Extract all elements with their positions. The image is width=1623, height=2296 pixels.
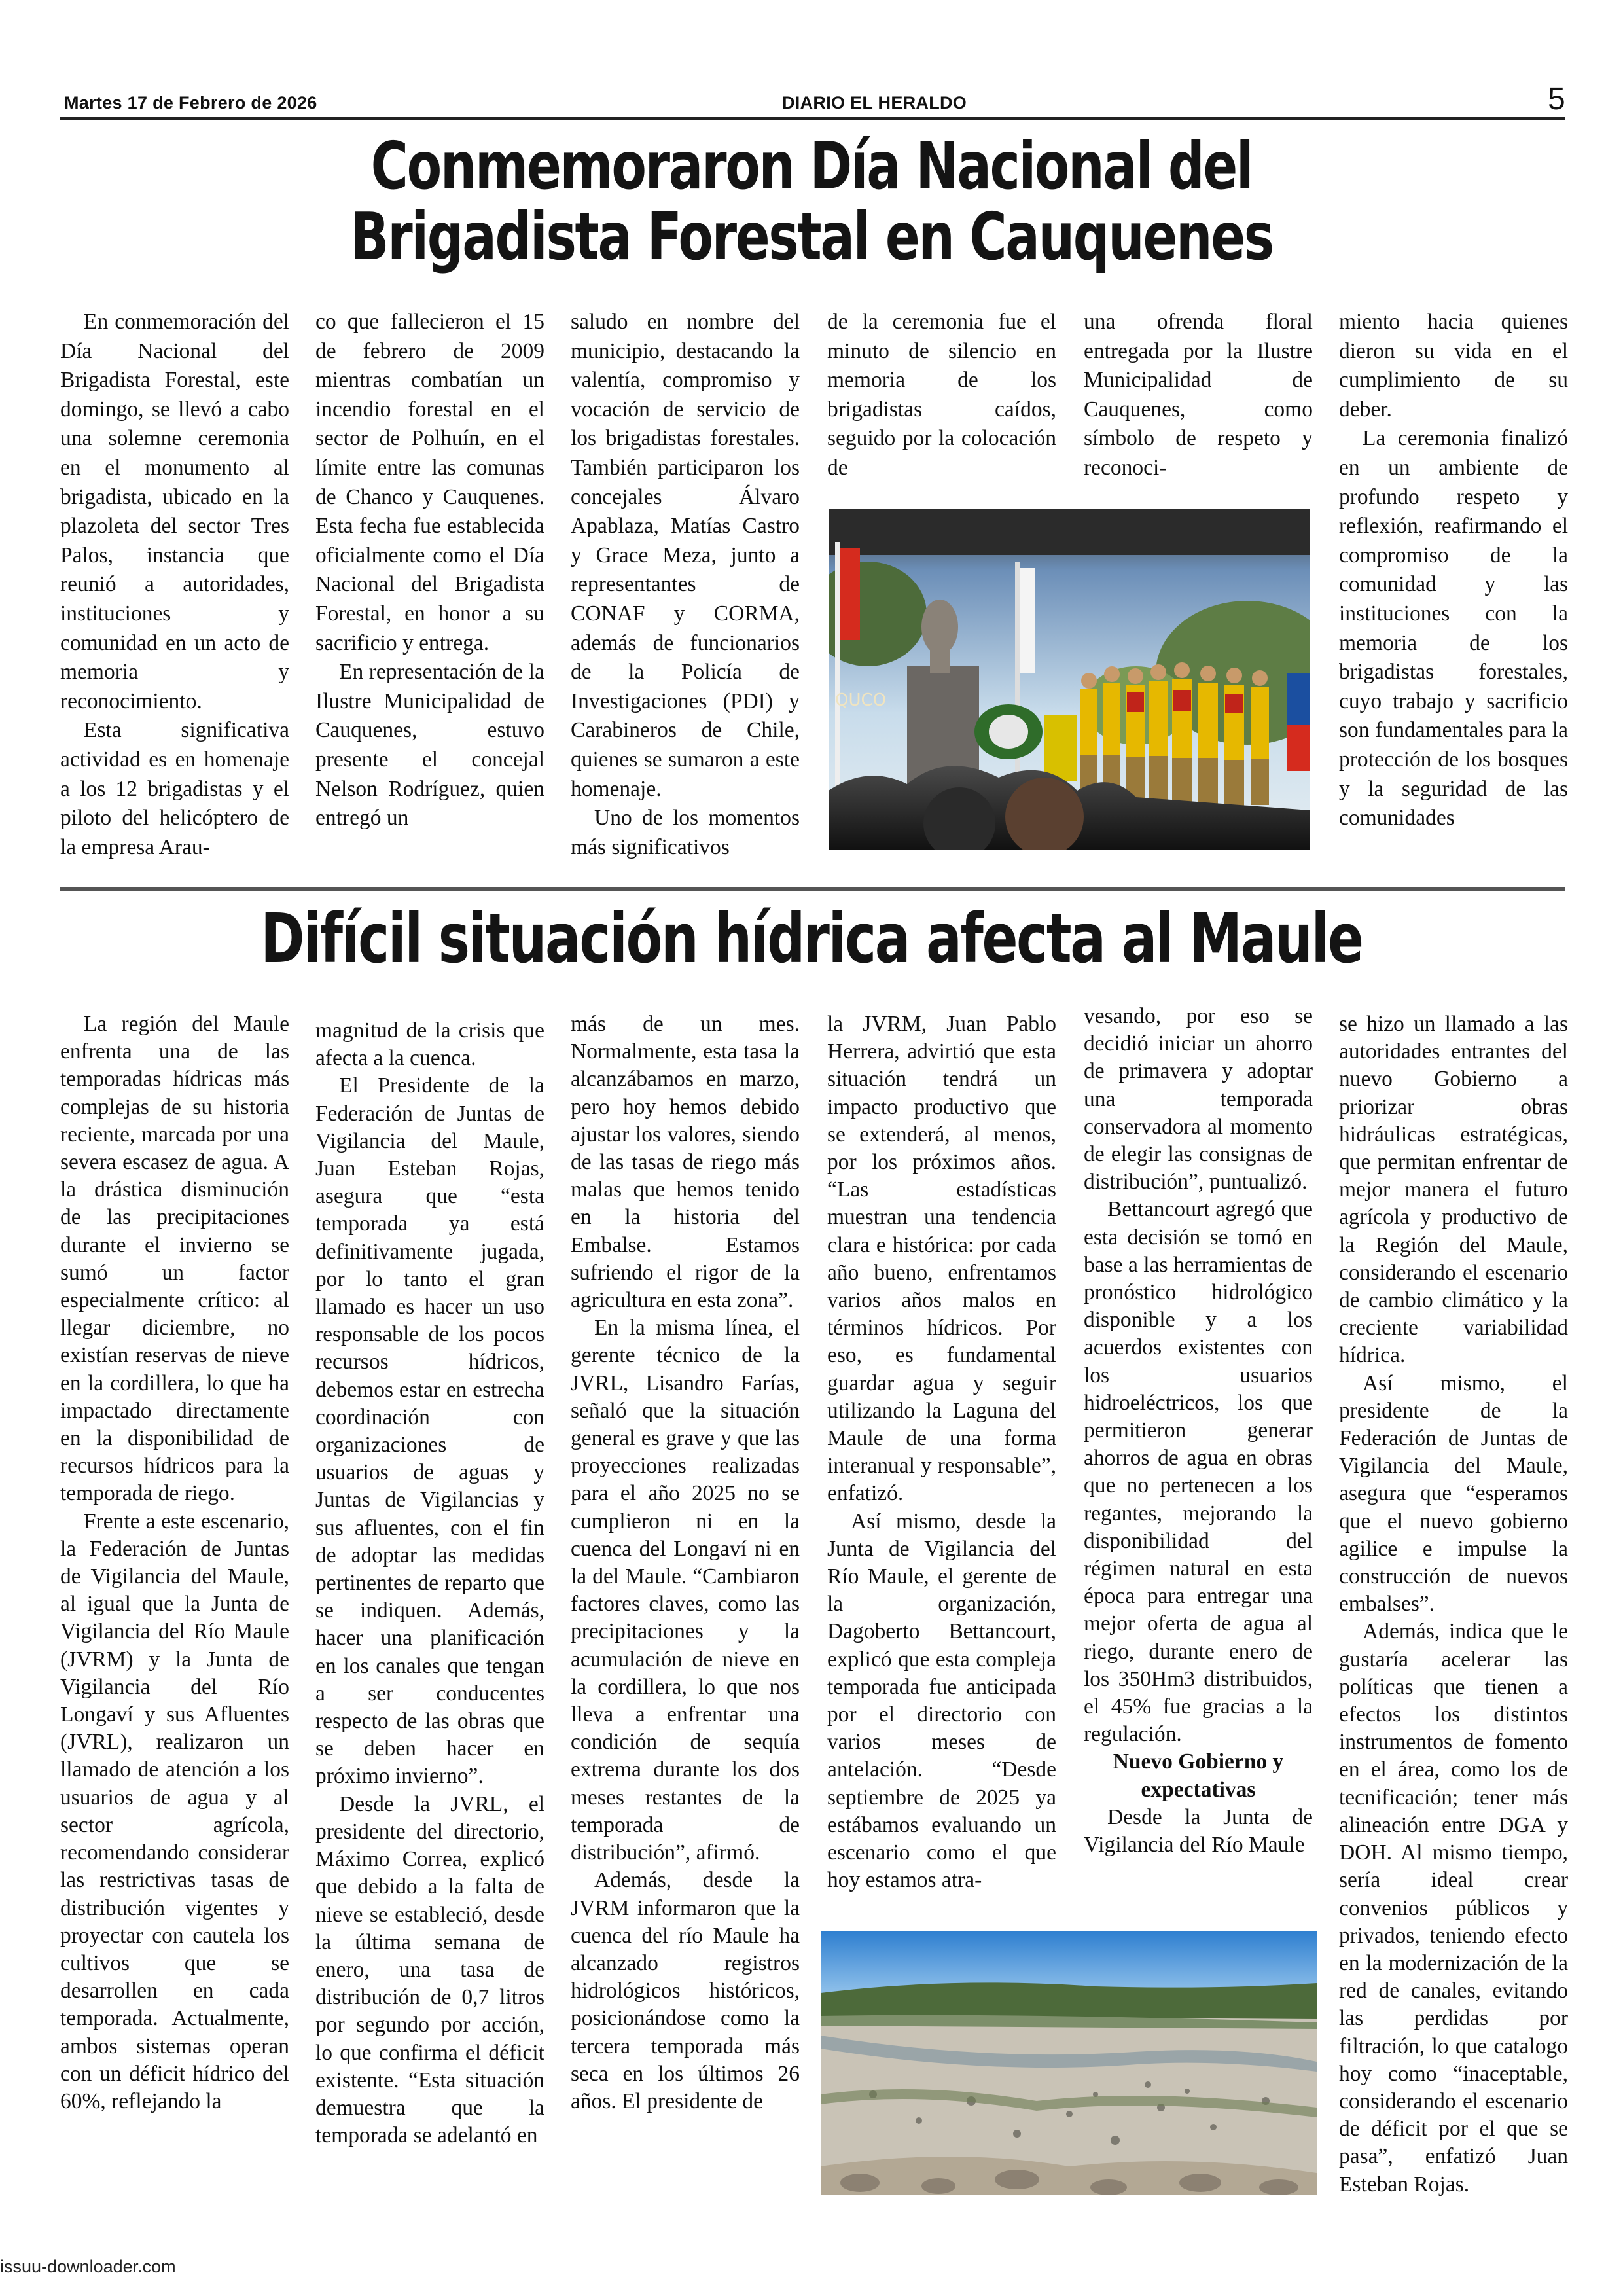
paragraph: Bettancourt agregó que esta decisión se tomó en base a las herramientas de pronóstico hidrológico disponible y a los acuerdos existentes con los usuarios hidroeléctricos, los que permitieron generar ahorros de agua en obras que no pertenecen a los regantes, mejorando la disponibilidad del régimen natural en esta época para entregar una mejor oferta de agua al riego, durante enero de los 350Hm3 distribuidos, el 45% fue gracias a la regulación. <box>1084 1197 1313 1747</box>
paragraph: se hizo un llamado a las autoridades entrantes del nuevo Gobierno a priorizar obras hidráulicas estratégicas, que permitan enfrentar de mejor manera el futuro agrícola y productivo de la Región del Maule, considerando el escenario de cambio climático y la creciente variabilidad hídrica. <box>1339 1012 1568 1368</box>
header-rule <box>60 117 1565 120</box>
paragraph: El Presidente de la Federación de Juntas de Vigilancia del Maule, Juan Esteban Rojas, asegura que “esta temporada ya está definitivamente jugada, por lo tanto el gran llamado es hacer un uso responsable de los pocos recursos hídricos, debemos estar en estrecha coordinación con organizaciones de usuarios de aguas y Juntas de Vigilancias y sus afluentes, con el fin de adoptar las medidas pertinentes de reparto que se indiquen. Además, hacer una planificación en los canales que tengan a ser conducentes respecto de las obras que se deben hacer en próximo invierno”. <box>315 1073 544 1789</box>
section-divider <box>60 887 1565 891</box>
paragraph: co que fallecieron el 15 de febrero de 2009 mientras combatían un incendio forestal en el sector de Polhuín, en el límite entre las comunas de Chanco y Cauquenes. Esta fecha fue establecida oficialmente como el Día Nacional del Brigadista Forestal, en honor a su sacrificio y entrega. <box>315 310 544 655</box>
article2-headline: Difícil situación hídrica afecta al Maule <box>260 899 1363 978</box>
ceremony-photo <box>829 509 1310 850</box>
article1-column-4 <box>827 308 1056 483</box>
article1-headline-line2: Brigadista Forestal en Cauquenes <box>350 198 1273 275</box>
article1-column-6 <box>1339 308 1568 833</box>
article1-column-1 <box>60 308 289 862</box>
paragraph: En conmemoración del Día Nacional del Brigadista Forestal, este domingo, se llevó a cabo una solemne ceremonia en el monumento al brigadista, ubicado en la plazoleta del sector Tres Palos, instancia que reunió a autoridades, instituciones y comunidad en un acto de memoria y reconocimiento. <box>60 310 289 713</box>
article1-column-3 <box>571 308 800 862</box>
paragraph: más de un mes. Normalmente, esta tasa la alcanzábamos en marzo, pero hoy hemos debido ajustar los valores, siendo de las tasas de riego más malas que hemos tenido en la historia del Embalse. Estamos sufriendo el rigor de la agricultura en esta zona”. <box>571 1012 800 1313</box>
paragraph: En representación de la Ilustre Municipalidad de Cauquenes, estuvo presente el concejal Nelson Rodríguez, quien entregó un <box>315 660 544 831</box>
dry-river-photo-image <box>821 1931 1317 2195</box>
paragraph: La ceremonia finalizó en un ambiente de profundo respeto y reflexión, reafirmando el compromiso de la comunidad y las instituciones con la memoria de los brigadistas forestales, cuyo trabajo y sacrificio son fundamentales para la protección de los bosques y la seguridad de las comunidades <box>1339 426 1568 831</box>
issue-date: Martes 17 de Febrero de 2026 <box>64 93 317 113</box>
paragraph: Además, indica que le gustaría acelerar las políticas que tienen a efectos los distintos instrumentos de fomento en el área, como los de tecnificación; tener más alineación entre DGA y DOH. Al mismo tiempo, sería ideal crear convenios públicos y privados, teniendo efecto en la modernización de la red de canales, evitando las perdidas por filtración, lo que catalogo hoy como “inaceptable, considerando el escenario de déficit por el que se pasa”, enfatizó Juan Esteban Rojas. <box>1339 1619 1568 2197</box>
paragraph: La región del Maule enfrenta una de las temporadas hídricas más complejas de su historia reciente, marcada por una severa escasez de agua. A la drástica disminución de las precipitaciones durante el invierno se sumó un factor especialmente crítico: al llegar diciembre, no existían reservas de nieve en la cordillera, lo que ha impactado directamente en la disponibilidad de recursos hídricos para la temporada de riego. <box>60 1012 289 1506</box>
article1-column-5 <box>1084 308 1313 483</box>
paragraph: vesando, por eso se decidió iniciar un ahorro de primavera y adoptar una temporada conservadora al momento de elegir las consignas de distribución”, puntualizó. <box>1084 1004 1313 1194</box>
newspaper-name: DIARIO EL HERALDO <box>782 93 967 113</box>
paragraph: de la ceremonia fue el minuto de silencio en memoria de los brigadistas caídos, seguido por la colocación de <box>827 310 1056 480</box>
paragraph: miento hacia quienes dieron su vida en el cumplimiento de su deber. <box>1339 310 1568 422</box>
paragraph: saludo en nombre del municipio, destacando la valentía, compromiso y vocación de servicio de los brigadistas forestales. También participaron los concejales Álvaro Apablaza, Matías Castro y Grace Meza, junto a representantes de CONAF y CORMA, además de funcionarios de la Policía de Investigaciones (PDI) y Carabineros de Chile, quienes se sumaron a este homenaje. <box>571 310 800 801</box>
paragraph: Además, desde la JVRM informaron que la cuenca del río Maule ha alcanzado registros hidrológicos históricos, posicionándose como la tercera temporada más seca en los últimos 26 años. El presidente de <box>571 1868 800 2113</box>
paragraph: una ofrenda floral entregada por la Ilustre Municipalidad de Cauquenes, como símbolo de respeto y reconoci- <box>1084 310 1313 480</box>
paragraph: Así mismo, el presidente de la Federación de Juntas de Vigilancia del Maule, asegura que “esperamos que el nuevo gobierno agilice e impulse la construcción de nuevos embalses”. <box>1339 1371 1568 1617</box>
paragraph: Desde la Junta de Vigilancia del Río Maule <box>1084 1804 1313 1857</box>
dry-river-photo <box>821 1931 1317 2195</box>
paragraph: la JVRM, Juan Pablo Herrera, advirtió que esta situación tendrá un impacto productivo que se extenderá, al menos, por los próximos años. “Las estadísticas muestran una tendencia clara e histórica: por cada año bueno, enfrentamos varios años malos en términos hídricos. Por eso, es fundamental guardar agua y seguir utilizando la Laguna del Maule de una forma interanual y responsable”, enfatizó. <box>827 1012 1056 1506</box>
article1-headline <box>179 128 1444 275</box>
page-number: 5 <box>1548 82 1565 117</box>
article1-column-2 <box>315 308 544 833</box>
article2-column-2 <box>315 1017 544 2149</box>
article2-column-4 <box>827 1011 1056 1895</box>
article1-headline-line1: Conmemoraron Día Nacional del <box>370 128 1253 204</box>
plaza-sign-text: QUCO <box>835 691 887 710</box>
article2-column-6 <box>1339 1011 1568 2198</box>
paragraph: Desde la JVRL, el presidente del directorio, Máximo Correa, explicó que debido a la falta de nieve se estableció, desde la última semana de enero, una tasa de distribución de 0,7 litros por segundo por acción, lo que confirma el déficit existente. “Esta situación demuestra que la temporada se adelantó en <box>315 1791 544 2148</box>
paragraph: Uno de los momentos más significativos <box>571 806 800 859</box>
article2-column-5 <box>1084 1003 1313 1859</box>
watermark: issuu-downloader.com <box>0 2257 176 2276</box>
paragraph: Esta significativa actividad es en homenaje a los 12 brigadistas y el piloto del helicóptero de la empresa Arau- <box>60 718 289 859</box>
article2-column-1 <box>60 1011 289 2115</box>
paragraph: Frente a este escenario, la Federación de Juntas de Vigilancia del Maule, al igual que la Junta de Vigilancia del Río Maule (JVRM) y la Junta de Vigilancia del Río Longaví y sus Afluentes (JVRL), realizaron un llamado de atención a los usuarios de agua y al sector agrícola, recomendando considerar las restrictivas tasas de distribución vigentes y proyectar con cautela los cultivos que se desarrollen en cada temporada. Actualmente, ambos sistemas operan con un déficit hídrico del 60%, reflejando la <box>60 1509 289 2113</box>
subheading: Nuevo Gobierno y expectativas <box>1113 1749 1284 1802</box>
article2-column-3 <box>571 1011 800 2115</box>
paragraph: magnitud de la crisis que afecta a la cuenca. <box>315 1018 544 1071</box>
ceremony-photo-image <box>829 509 1310 850</box>
paragraph: Así mismo, desde la Junta de Vigilancia del Río Maule, el gerente de la organización, Dagoberto Bettancourt, explicó que esta compleja temporada fue anticipada por el directorio con varios meses de antelación. “Desde septiembre de 2025 ya estábamos evaluando un escenario como el que hoy estamos atra- <box>827 1509 1056 1893</box>
paragraph: En la misma línea, el gerente técnico de la JVRL, Lisandro Farías, señaló que la situación general es grave y que las proyecciones realizadas para el año 2025 no se cumplieron ni en la cuenca del Longaví ni en la del Maule. “Cambiaron factores claves, como las precipitaciones y la acumulación de nieve en la cordillera, lo que nos lleva a enfrentar una condición de sequía extrema durante los dos meses restantes de la temporada de distribución”, afirmó. <box>571 1316 800 1865</box>
